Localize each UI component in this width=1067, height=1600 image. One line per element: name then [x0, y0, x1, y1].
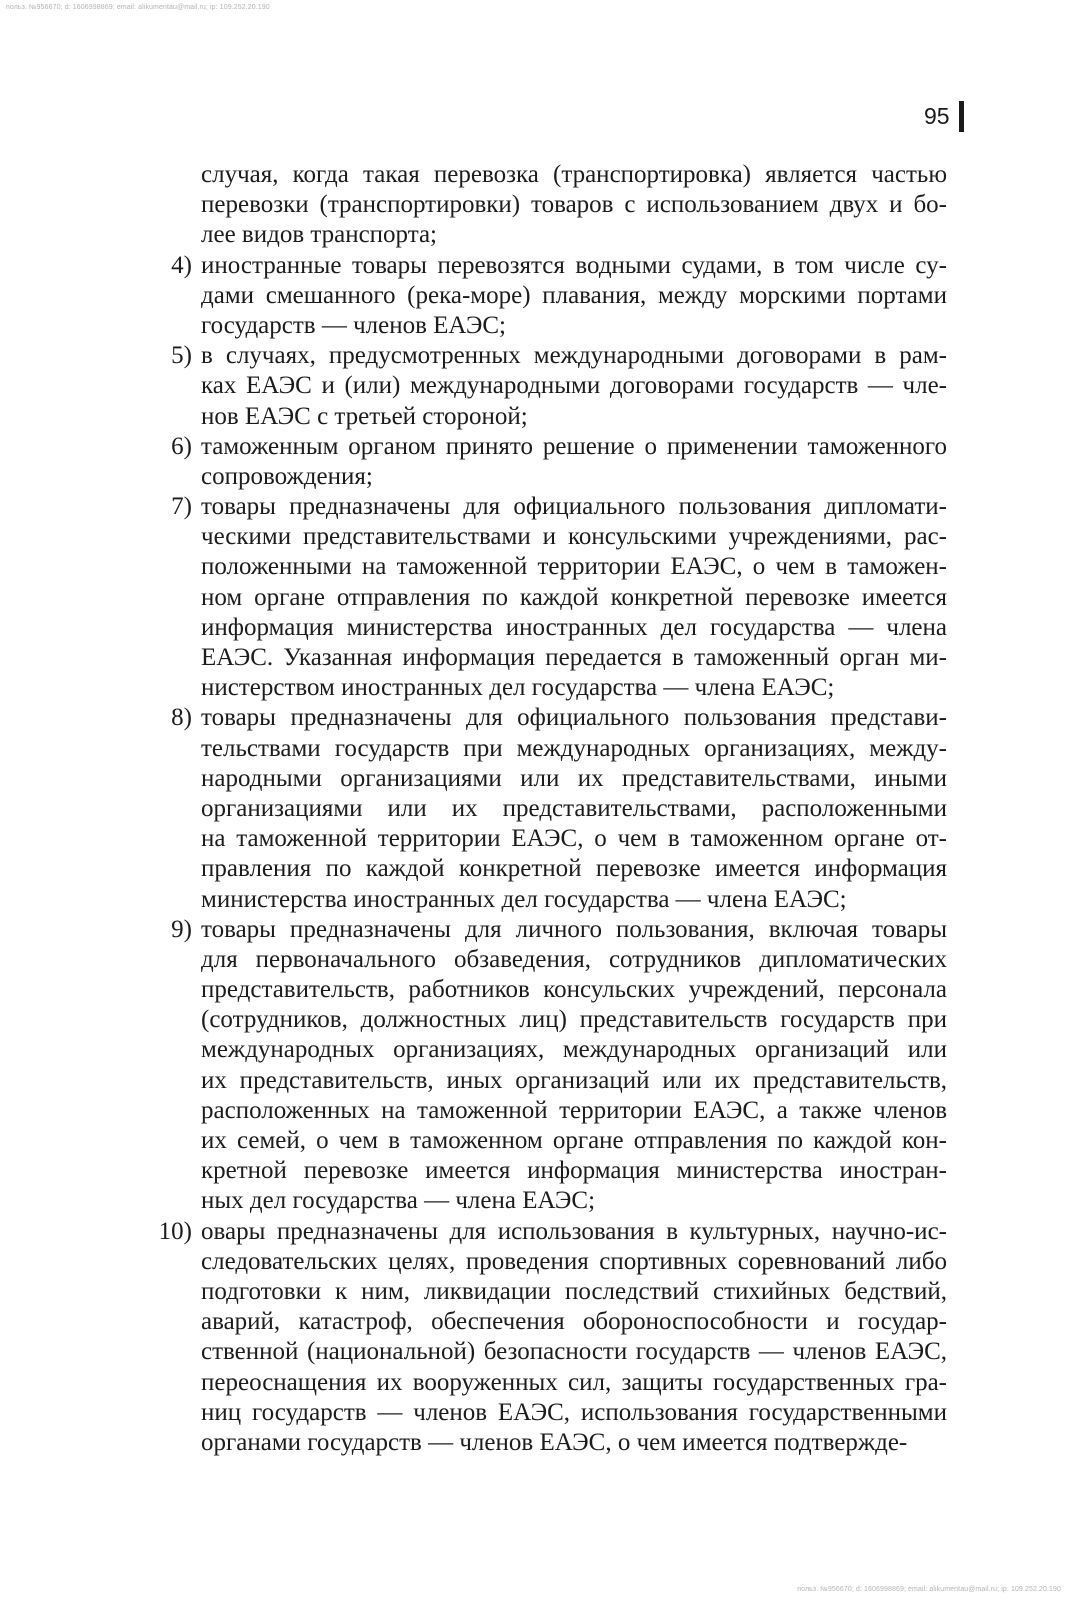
text-line: министерства иностранных дел государства — члена ЕАЭС; — [201, 885, 847, 913]
text-line: правления по каждой конкретной перевозке имеется информация — [201, 855, 947, 883]
page-number-bar — [959, 101, 964, 132]
text-line: случая, когда такая перевозка (транспортировка) является частью — [201, 161, 947, 188]
list-item — [0, 160, 1067, 251]
page-body — [0, 160, 1067, 1458]
list-item — [0, 341, 1067, 432]
list-item — [0, 915, 1067, 1217]
text-line: лее видов транспорта; — [201, 221, 437, 249]
text-line: ках ЕАЭС и (или) международными договорами государств — чле- — [201, 372, 947, 400]
page-number: 95 — [924, 103, 950, 129]
text-line: переоснащения их вооруженных сил, защиты государственных гра- — [201, 1368, 947, 1396]
text-line: органами государств — членов ЕАЭС, о чем имеется подтвержде- — [201, 1428, 908, 1456]
text-line: нистерством иностранных дел государства — члена ЕАЭС; — [201, 674, 835, 702]
text-line: народными организациями или их представительствами, иными — [201, 764, 947, 792]
text-line: перевозки (транспортировки) товаров с использованием двух и бо- — [201, 191, 947, 219]
text-line: их семей, о чем в таможенном органе отправления по каждой кон- — [201, 1127, 947, 1154]
text-line: организациями или их представительствами, расположенными — [201, 794, 947, 822]
text-line: тельствами государств при международных организациях, между- — [201, 734, 947, 762]
text-line: ственной (национальной) безопасности государств — членов ЕАЭС, — [201, 1338, 947, 1366]
list-item — [0, 432, 1067, 492]
text-line: в случаях, предусмотренных международными договорами в рам- — [201, 342, 947, 370]
text-line: государств — членов ЕАЭС; — [201, 311, 506, 339]
text-line: товары предназначены для официального пользования дипломати- — [201, 493, 947, 521]
list-item-number: 6) — [171, 432, 192, 460]
text-line: представительств, работников консульских учреждений, персонала — [201, 976, 947, 1004]
watermark-top: польз. №956670; d: 1606998869; email: alikumentau@mail.ru; ip: 109.252.20.190 — [6, 4, 270, 11]
watermark-bottom: польз. №956670; d: 1606998869; email: alikumentau@mail.ru; ip: 109.252.20.190 — [797, 1586, 1061, 1593]
list-item-number: 4) — [171, 251, 192, 279]
text-line: ниц государств — членов ЕАЭС, использования государственными — [201, 1398, 947, 1426]
text-line: следовательских целях, проведения спортивных соревнований либо — [201, 1247, 947, 1275]
list-item — [0, 492, 1067, 703]
list-item-number: 10) — [158, 1217, 192, 1245]
text-line: подготовки к ним, ликвидации последствий стихийных бедствий, — [201, 1277, 947, 1305]
text-line: ном органе отправления по каждой конкретной перевозке имеется — [201, 583, 947, 611]
text-line: таможенным органом принято решение о применении таможенного — [201, 432, 947, 460]
text-line: на таможенной территории ЕАЭС, о чем в таможенном органе от- — [201, 825, 947, 853]
list-item — [0, 703, 1067, 914]
text-line: кретной перевозке имеется информация министерства иностран- — [201, 1157, 947, 1185]
list-item-number: 8) — [171, 704, 192, 732]
text-line: их представительств, иных организаций или их представительств, — [201, 1066, 947, 1094]
text-line: товары предназначены для официального пользования представи- — [201, 704, 947, 732]
list-item-number: 7) — [171, 493, 192, 521]
list-item — [0, 251, 1067, 342]
text-line: ных дел государства — члена ЕАЭС; — [201, 1187, 596, 1215]
text-line: расположенных на таможенной территории ЕАЭС, а также членов — [201, 1096, 947, 1124]
text-line: нов ЕАЭС с третьей стороной; — [201, 402, 528, 430]
text-line: ческими представительствами и консульскими учреждениями, рас- — [201, 523, 947, 551]
text-line: (сотрудников, должностных лиц) представительств государств при — [201, 1006, 947, 1034]
text-line: для первоначального обзаведения, сотрудников дипломатических — [201, 945, 947, 973]
text-line: иностранные товары перевозятся водными судами, в том числе су- — [201, 251, 947, 279]
text-line: ЕАЭС. Указанная информация передается в таможенный орган ми- — [201, 644, 947, 671]
text-line: аварий, катастроф, обеспечения обороноспособности и государ- — [201, 1308, 947, 1336]
text-line: товары предназначены для личного пользования, включая товары — [201, 915, 947, 943]
list-item-number: 5) — [171, 342, 192, 370]
text-line: информация министерства иностранных дел государства — члена — [201, 613, 947, 641]
list-item — [0, 1217, 1067, 1459]
text-line: сопровождения; — [201, 462, 373, 490]
text-line: овары предназначены для использования в культурных, научно-ис- — [201, 1217, 947, 1245]
list-item-number: 9) — [171, 915, 192, 943]
text-line: положенными на таможенной территории ЕАЭС, о чем в таможен- — [201, 553, 947, 581]
text-line: международных организациях, международных организаций или — [201, 1036, 947, 1064]
text-line: дами смешанного (река-море) плавания, между морскими портами — [201, 281, 947, 309]
